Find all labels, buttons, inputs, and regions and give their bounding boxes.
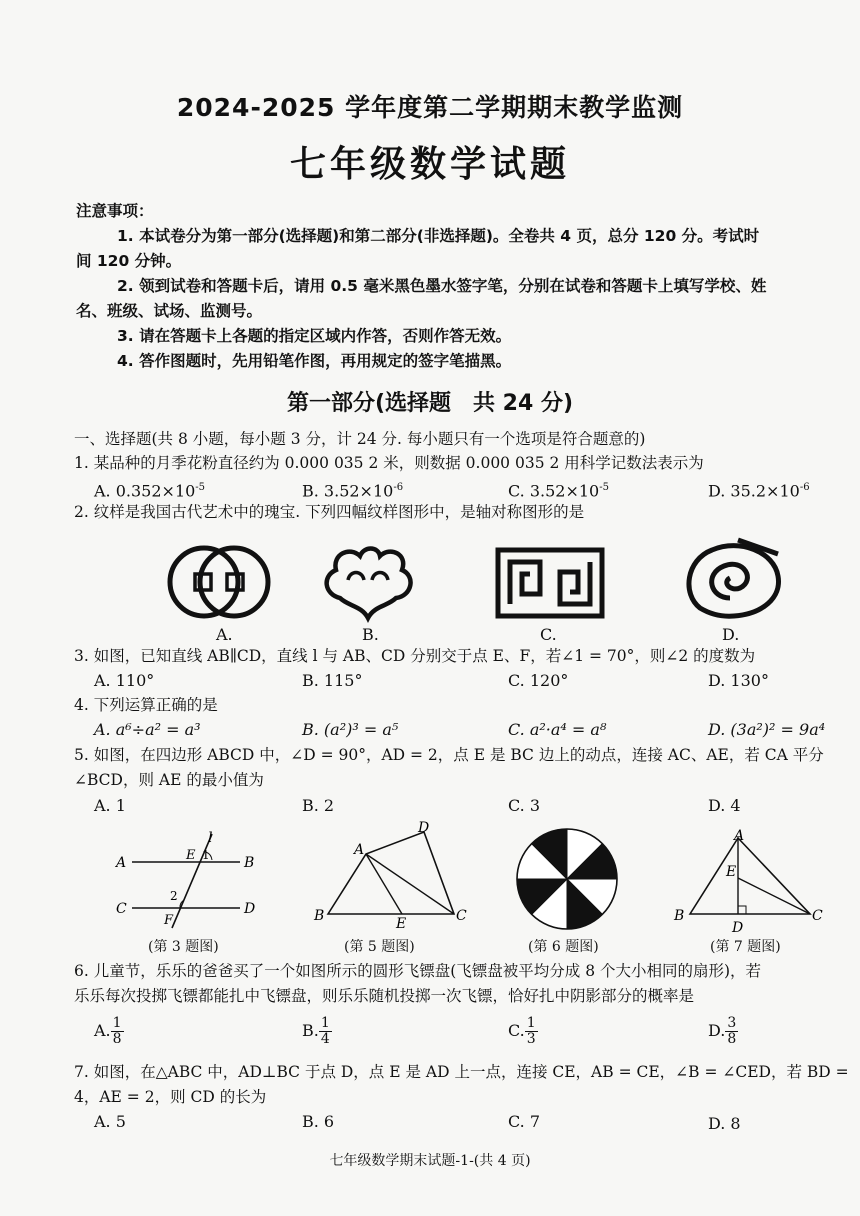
- q6-stem-b: 乐乐每次投掷飞镖都能扎中飞镖盘，则乐乐随机投掷一次飞镖，恰好扎中阴影部分的概率是: [74, 987, 695, 1005]
- q4-option-a: A. a⁶÷a² = a³: [94, 720, 201, 739]
- fig3-label-l: l: [208, 830, 213, 846]
- q6-option-d: D. $\frac{3}{8}$: [708, 1015, 737, 1047]
- q7-stem-a: 7. 如图，在△ABC 中，AD⊥BC 于点 D，点 E 是 AD 上一点，连接 CE，AB = CE，∠B = ∠CED，若 BD =: [74, 1063, 849, 1081]
- part1-instruction: 一、选择题(共 8 小题，每小题 3 分，计 24 分. 每小题只有一个选项是符合题意的): [74, 430, 646, 448]
- page-footer: 七年级数学期末试题-1-(共 4 页): [329, 1153, 531, 1169]
- notice-item-4: 4. 答作图题时，先用铅笔作图，再用规定的签字笔描黑。: [117, 352, 512, 370]
- q1-option-b: B. $3.52\times 10^{-6}$: [302, 481, 404, 501]
- fig3-angle-2: 2: [170, 889, 178, 903]
- fig7-label-c: C: [812, 908, 823, 924]
- q2-option-c: C.: [540, 625, 557, 644]
- fig7-label-e: E: [726, 864, 737, 880]
- figure-7-diagram: [668, 826, 828, 936]
- fig5-label-c: C: [456, 908, 467, 924]
- q3-option-d: D. 130°: [708, 671, 769, 690]
- q3-stem: 3. 如图，已知直线 AB∥CD，直线 l 与 AB、CD 分别交于点 E、F，若∠1 = 70°，则∠2 的度数为: [74, 647, 756, 665]
- fig7-label-a: A: [734, 828, 745, 844]
- fig5-label-b: B: [314, 908, 325, 924]
- notice-item-1b: 间 120 分钟。: [76, 252, 182, 270]
- fig7-label-b: B: [674, 908, 685, 924]
- figure-3-caption: (第 3 题图): [148, 939, 219, 955]
- q1-option-a: A. $0.352\times 10^{-5}$: [94, 481, 206, 501]
- part1-title: 第一部分(选择题 共 24 分): [286, 391, 574, 416]
- q6-option-c: C. $\frac{1}{3}$: [508, 1015, 536, 1047]
- q5-option-c: C. 3: [508, 796, 541, 815]
- pattern-d-image: [678, 536, 788, 626]
- fig7-label-d: D: [732, 920, 744, 936]
- q2-option-a: A.: [216, 625, 233, 644]
- figure-7-caption: (第 7 题图): [710, 939, 781, 955]
- q5-option-d: D. 4: [708, 796, 741, 815]
- q4-option-d: D. (3a²)² = 9a⁴: [708, 720, 826, 739]
- pattern-a-image: [160, 540, 280, 624]
- q7-option-c: C. 7: [508, 1112, 541, 1131]
- fig5-label-a: A: [354, 842, 365, 858]
- figure-6-dartboard: [514, 826, 620, 932]
- figure-3-diagram: [112, 830, 272, 930]
- notice-item-3: 3. 请在答题卡上各题的指定区域内作答，否则作答无效。: [117, 327, 512, 345]
- q5-option-a: A. 1: [94, 796, 126, 815]
- pattern-b-image: [318, 540, 418, 626]
- q7-option-b: B. 6: [302, 1112, 335, 1131]
- q1-option-d: D. $35.2\times 10^{-6}$: [708, 481, 810, 501]
- q7-stem-b: 4，AE = 2，则 CD 的长为: [74, 1088, 267, 1106]
- q4-stem: 4. 下列运算正确的是: [74, 696, 218, 714]
- fig3-angle-1: 1: [202, 848, 210, 862]
- figure-6-caption: (第 6 题图): [528, 939, 599, 955]
- notice-item-2a: 2. 领到试卷和答题卡后，请用 0.5 毫米黑色墨水签字笔，分别在试卷和答题卡上填写学校、姓: [117, 277, 767, 295]
- q3-option-c: C. 120°: [508, 671, 569, 690]
- q2-option-b: B.: [362, 625, 379, 644]
- q4-option-b: B. (a²)³ = a⁵: [302, 720, 399, 739]
- fig3-label-e: E: [186, 848, 196, 863]
- figure-5-diagram: [306, 818, 476, 930]
- q3-option-b: B. 115°: [302, 671, 363, 690]
- q6-option-b: B. $\frac{1}{4}$: [302, 1015, 330, 1047]
- q5-stem-a: 5. 如图，在四边形 ABCD 中，∠D = 90°，AD = 2，点 E 是 BC 边上的动点，连接 AC、AE，若 CA 平分: [74, 746, 824, 764]
- notice-item-2b: 名、班级、试场、监测号。: [76, 302, 263, 320]
- pattern-c-image: [494, 546, 606, 620]
- fig3-label-d: D: [244, 901, 256, 917]
- exam-subtitle: 七年级数学试题: [289, 144, 570, 185]
- q3-option-a: A. 110°: [94, 671, 155, 690]
- q4-option-c: C. a²·a⁴ = a⁸: [508, 720, 607, 739]
- fig3-label-b: B: [244, 855, 255, 871]
- q5-stem-b: ∠BCD，则 AE 的最小值为: [74, 771, 264, 789]
- figure-5-caption: (第 5 题图): [344, 939, 415, 955]
- q1-option-c: C. $3.52\times 10^{-5}$: [508, 481, 609, 501]
- q2-option-d: D.: [722, 625, 740, 644]
- notice-item-1a: 1. 本试卷分为第一部分(选择题)和第二部分(非选择题)。全卷共 4 页，总分 120 分。考试时: [117, 227, 760, 245]
- fig3-label-f: F: [164, 913, 174, 928]
- fig5-label-d: D: [418, 820, 430, 836]
- q6-stem-a: 6. 儿童节，乐乐的爸爸买了一个如图所示的圆形飞镖盘(飞镖盘被平均分成 8 个大小相同的扇形)，若: [74, 962, 762, 980]
- fig3-label-a: A: [116, 855, 127, 871]
- fig5-label-e: E: [396, 916, 407, 930]
- q7-option-d: D. 8: [708, 1114, 741, 1133]
- fig3-label-c: C: [116, 901, 127, 917]
- q6-option-a: A. $\frac{1}{8}$: [94, 1015, 122, 1047]
- q7-option-a: A. 5: [94, 1112, 126, 1131]
- q1-stem: 1. 某品种的月季花粉直径约为 0.000 035 2 米，则数据 0.000 035 2 用科学记数法表示为: [74, 454, 704, 472]
- q5-option-b: B. 2: [302, 796, 335, 815]
- exam-title: 2024-2025 学年度第二学期期末教学监测: [176, 93, 684, 122]
- notice-heading: 注意事项：: [76, 202, 154, 220]
- q2-stem: 2. 纹样是我国古代艺术中的瑰宝. 下列四幅纹样图形中，是轴对称图形的是: [74, 503, 585, 521]
